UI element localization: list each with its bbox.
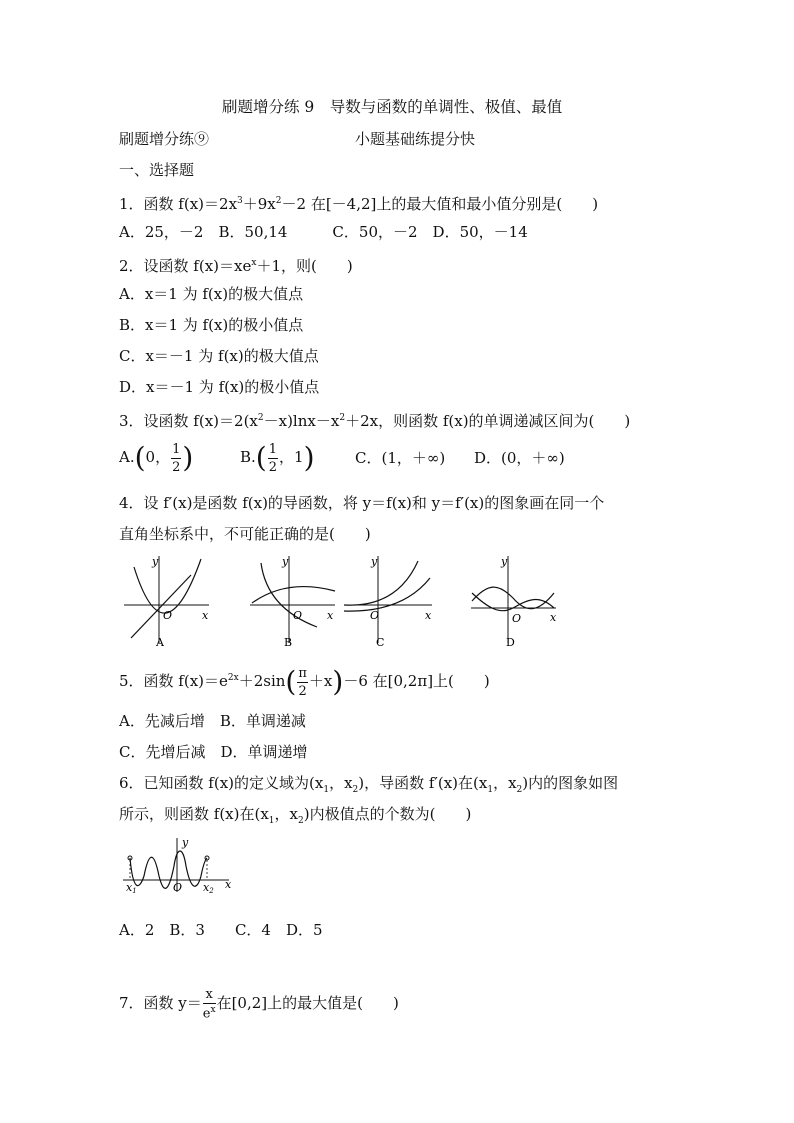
question-2-option-a: A．x＝1 为 f(x)的极大值点 <box>119 285 304 303</box>
question-5-options-1: A．先减后增 B．单调递减 <box>119 712 306 730</box>
question-4-line-2: 直角坐标系中，不可能正确的是( ) <box>119 525 371 543</box>
svg-text:x: x <box>550 611 557 624</box>
svg-text:x: x <box>327 609 334 622</box>
graph-d-caption: D <box>506 636 515 648</box>
svg-text:y: y <box>182 836 189 849</box>
svg-text:x1: x1 <box>126 881 137 894</box>
question-1-options: A．25，－2 B．50,14 C．50，－2 D．50，－14 <box>119 223 528 241</box>
svg-text:O: O <box>512 612 522 625</box>
graph-a-caption: A <box>156 636 164 648</box>
svg-text:y: y <box>371 555 378 568</box>
svg-text:x: x <box>202 609 209 622</box>
graph-d <box>468 553 563 648</box>
question-2-option-c: C．x＝－1 为 f(x)的极大值点 <box>119 347 319 365</box>
question-2-stem: 2．设函数 $f(x)=xe^x+1$，则( ) <box>119 257 353 275</box>
derivative-graph <box>119 836 234 894</box>
question-3-option-c: C．(1，＋∞) <box>355 449 446 467</box>
graph-c-caption: C <box>376 636 385 648</box>
question-6-options: A．2 B．3 C．4 D．5 <box>119 921 323 939</box>
question-3-stem: 3．设函数 $f(x)=2(x^2-x)\ln x-x^2+2x$，则函数 f(x)的单调递减区间为( ) <box>119 412 631 430</box>
graph-b-caption: B <box>284 636 293 648</box>
question-3-option-b: B.( $\frac{1}{2}$ ，1) <box>240 441 315 475</box>
question-5-stem: 5．函数 $f(x)=e^{2x}+2\sin$( $\frac{\pi}{2}$ ＋x)－6 在[0,2π]上( ) <box>119 665 490 699</box>
svg-text:y: y <box>501 555 508 568</box>
question-3-option-a: A.(0， $\frac{1}{2}$ ) <box>119 441 194 475</box>
svg-text:y: y <box>152 555 159 568</box>
svg-text:x2: x2 <box>203 881 214 894</box>
graph-b <box>247 553 342 648</box>
svg-text:O: O <box>293 609 303 622</box>
subtitle-right: 小题基础练提分快 <box>355 130 476 148</box>
question-3-option-d: D．(0，＋∞) <box>474 449 565 467</box>
subtitle-left: 刷题增分练⑨ <box>119 130 210 148</box>
svg-text:x: x <box>225 878 232 891</box>
question-1-stem: 1．函数 $f(x)=2x^3+9x^2-2$ 在[－4,2]上的最大值和最小值分别是( ) <box>119 195 599 213</box>
question-2-option-d: D．x＝－1 为 f(x)的极小值点 <box>119 378 320 396</box>
page-title: 刷题增分练 9 导数与函数的单调性、极值、最值 <box>222 98 563 116</box>
question-7-stem: 7．函数 y＝ $\frac{x}{e^x}$ 在[0,2]上的最大值是( ) <box>119 986 399 1022</box>
question-6-line-1: 6．已知函数 f(x)的定义域为($x_1$，$x_2$)，导函数 f′(x)在($x_1$，$x_2$)内的图象如图 <box>119 774 619 795</box>
question-6-line-2: 所示，则函数 f(x)在($x_1$，$x_2$)内极值点的个数为( ) <box>119 805 472 826</box>
graph-c <box>342 553 437 648</box>
question-4-line-1: 4．设 f′(x)是函数 f(x)的导函数，将 y＝f(x)和 y＝f′(x)的图象画在同一个 <box>119 494 605 512</box>
svg-text:y: y <box>282 555 289 568</box>
section-heading: 一、选择题 <box>119 161 195 179</box>
question-5-options-2: C．先增后减 D．单调递增 <box>119 743 308 761</box>
question-2-option-b: B．x＝1 为 f(x)的极小值点 <box>119 316 304 334</box>
graph-a <box>119 553 214 648</box>
svg-text:O: O <box>173 881 183 894</box>
svg-text:O: O <box>370 609 380 622</box>
svg-text:O: O <box>163 609 173 622</box>
svg-text:x: x <box>425 609 432 622</box>
